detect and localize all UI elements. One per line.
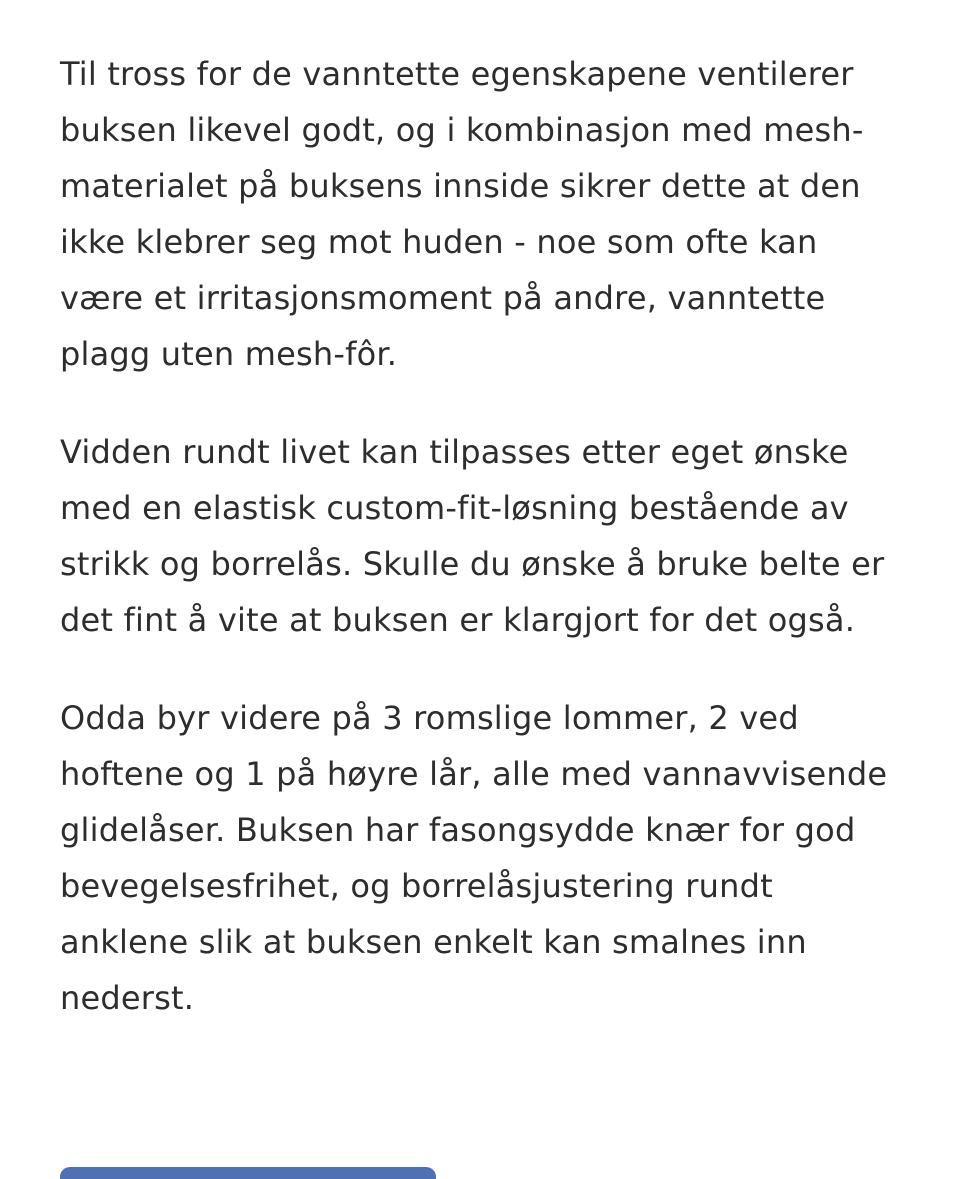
- paragraph-waist-fit: Vidden rundt livet kan tilpasses etter eget ønske med en elastisk custom-fit-løsning bestående av strikk og borrelås. Skulle du ønske å bruke belte er det fint å vite at buksen er klargjort for det også.: [60, 433, 885, 639]
- partial-button-top-edge[interactable]: [60, 1167, 436, 1179]
- paragraph-pockets: Odda byr videre på 3 romslige lommer, 2 ved hoftene og 1 på høyre lår, alle med vannavvisende glidelåser. Buksen har fasongsydde knær for god bevegelsesfrihet, og borrelåsjustering rundt anklene slik at buksen enkelt kan smalnes inn nederst.: [60, 699, 888, 1017]
- paragraph-ventilation: Til tross for de vanntette egenskapene ventilerer buksen likevel godt, og i kombinasjon med mesh-materialet på buksens innside sikrer dette at den ikke klebrer seg mot huden - noe som ofte kan være et irritasjonsmoment på andre, vanntette plagg uten mesh-fôr.: [60, 55, 864, 373]
